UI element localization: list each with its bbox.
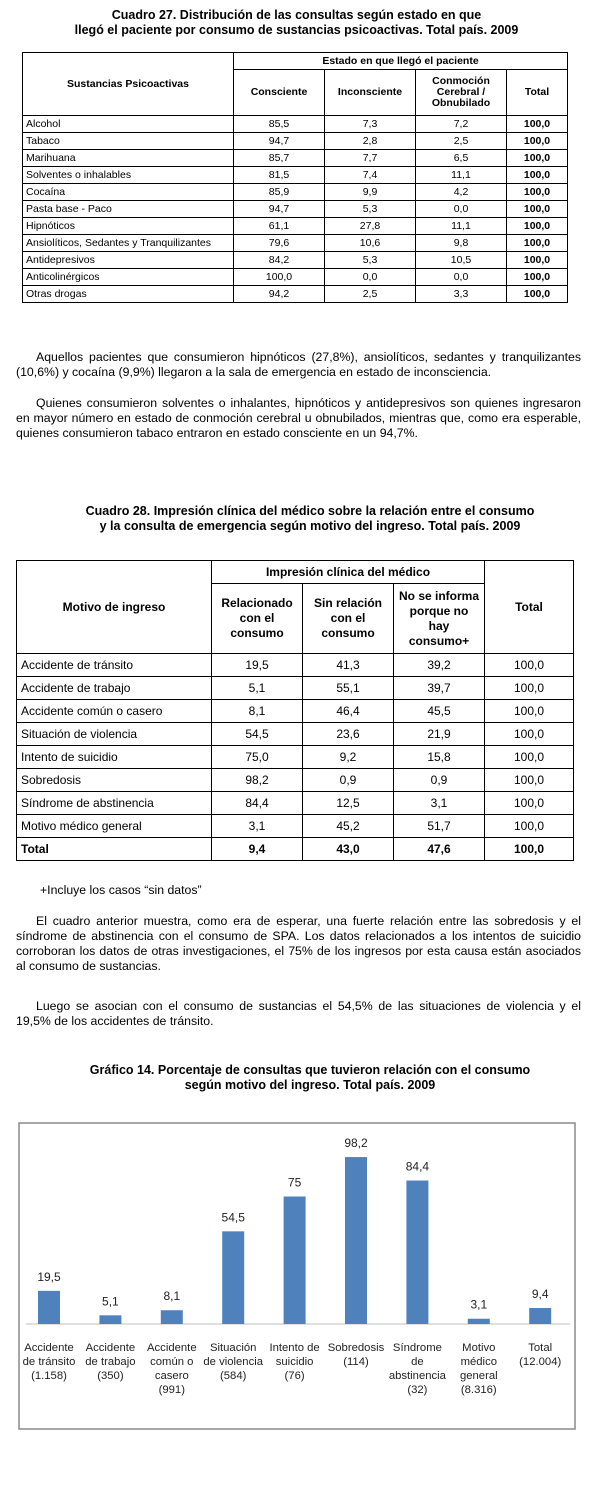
category-label: Sobredosis [327,1342,385,1354]
table-row [23,252,568,269]
row-label: Total [17,838,212,861]
cuadro27-title: Cuadro 27. Distribución de las consultas según estado en que llegó el paciente por consumo de sustancias psicoactivas. Total país. 2009 [74,8,519,37]
cell-value: 94,7 [234,133,325,150]
table-row [23,133,568,150]
cell-value: 2,8 [325,133,416,150]
table-row [23,167,568,184]
cell-value: 61,1 [234,218,325,235]
row-label: Cocaína [23,184,234,201]
category-label: abstinencia [388,1370,446,1382]
paragraphs-block-2 [16,914,581,1029]
cell-value: 7,4 [325,167,416,184]
category-label: Accidente [146,1342,197,1354]
cuadro28-col-header: Sin relación con el consumo [303,584,394,654]
cuadro28-group-header: Impresión clínica del médico [212,561,485,584]
table-row [23,235,568,252]
cell-value: 81,5 [234,167,325,184]
category-label: común o [150,1356,194,1368]
cell-value: 9,2 [303,746,394,769]
category-label: casero [154,1370,189,1382]
cell-value: 9,8 [416,235,507,252]
cell-value: 21,9 [394,723,485,746]
bar [468,1319,490,1324]
cuadro27-table [22,52,568,303]
data-label: 98,2 [344,1136,368,1151]
cuadro27-col-header: Consciente [234,70,325,116]
cell-value: 100,0 [507,235,568,252]
bar [345,1157,367,1324]
cell-value: 100,0 [507,184,568,201]
row-label: Intento de suicidio [17,746,212,769]
cell-value: 5,1 [212,677,303,700]
category-label: Accidente [24,1342,74,1354]
cell-value: 0,0 [325,269,416,286]
cuadro27-col-header: Inconsciente [325,70,416,116]
bar [99,1315,121,1324]
cell-value: 4,2 [416,184,507,201]
row-label: Motivo médico general [17,815,212,838]
category-label: Accidente [85,1342,136,1354]
category-label: (114) [343,1356,369,1368]
data-label: 84,4 [405,1159,430,1174]
row-label: Anticolinérgicos [23,269,234,286]
category-label: de trabajo [85,1356,136,1368]
table-row [23,150,568,167]
paragraph: El cuadro anterior muestra, como era de esperar, una fuerte relación entre las sobredosis y el síndrome de abstinencia con el consumo de SPA. Los datos relacionados a los intentos de suicidio corroboran los datos de otras investigaciones, el 75% de los ingresos por esta causa están asociados al consumo de sustancias. [16,914,581,973]
cell-value: 2,5 [416,133,507,150]
cell-value: 47,6 [394,838,485,861]
cell-value: 9,9 [325,184,416,201]
table-row [17,677,574,700]
table-row [23,116,568,133]
category-label: (76) [284,1370,305,1382]
cell-value: 55,1 [303,677,394,700]
table-row [23,184,568,201]
row-label: Sobredosis [17,769,212,792]
data-label: 3,1 [470,1297,488,1312]
cell-value: 12,5 [303,792,394,815]
category-label: Motivo [462,1342,496,1354]
cuadro27-row-header: Sustancias Psicoactivas [23,53,234,116]
category-label: (1.158) [31,1370,67,1382]
category-label: (350) [97,1370,124,1382]
cell-value: 23,6 [303,723,394,746]
cell-value: 94,2 [234,286,325,303]
cell-value: 51,7 [394,815,485,838]
cell-value: 100,0 [507,150,568,167]
table-row [17,792,574,815]
cell-value: 3,1 [212,815,303,838]
bar [284,1197,306,1325]
cell-value: 7,7 [325,150,416,167]
bar [38,1291,60,1324]
cell-value: 6,5 [416,150,507,167]
cell-value: 100,0 [485,723,574,746]
cell-value: 100,0 [485,815,574,838]
cell-value: 100,0 [485,700,574,723]
cell-value: 0,9 [394,769,485,792]
table-row [17,654,574,677]
row-label: Antidepresivos [23,252,234,269]
category-label: general [459,1370,498,1382]
cell-value: 54,5 [212,723,303,746]
cuadro28-row-header: Motivo de ingreso [17,561,212,654]
cell-value: 79,6 [234,235,325,252]
cell-value: 10,6 [325,235,416,252]
cell-value: 15,8 [394,746,485,769]
cell-value: 8,1 [212,700,303,723]
grafico14-title: Gráfico 14. Porcentaje de consultas que tuvieron relación con el consumo según motivo del ingreso. Total país. 2009 [89,1063,531,1092]
cell-value: 41,3 [303,654,394,677]
cell-value: 45,2 [303,815,394,838]
bar [406,1181,428,1324]
paragraph: Quienes consumieron solventes o inhalantes, hipnóticos y antidepresivos son quienes ingresaron en mayor número en estado de conmoción cerebral u obnubilados, mientras que, como era esperable, quienes consumieron tabaco entraron en estado consciente en un 94,7%. [16,396,581,440]
row-label: Pasta base - Paco [23,201,234,218]
category-label: (8.316) [460,1384,497,1396]
data-label: 54,5 [221,1210,245,1225]
cell-value: 100,0 [507,252,568,269]
row-label: Tabaco [23,133,234,150]
category-label: (32) [407,1384,428,1396]
row-label: Alcohol [23,116,234,133]
cell-value: 100,0 [507,167,568,184]
cell-value: 27,8 [325,218,416,235]
cell-value: 2,5 [325,286,416,303]
category-label: suicidio [275,1356,314,1368]
table-row [23,201,568,218]
cell-value: 19,5 [212,654,303,677]
cuadro28-table [16,560,574,861]
cell-value: 39,2 [394,654,485,677]
category-label: Síndrome [392,1342,442,1354]
cell-value: 43,0 [303,838,394,861]
grafico14-chart [18,1122,578,1432]
table-row [17,746,574,769]
bar [161,1310,183,1324]
table-row [23,218,568,235]
cell-value: 98,2 [212,769,303,792]
table-row [17,723,574,746]
cell-value: 100,0 [485,746,574,769]
cell-value: 3,3 [416,286,507,303]
cell-value: 100,0 [485,677,574,700]
cell-value: 100,0 [507,133,568,150]
cell-value: 100,0 [485,838,574,861]
cell-value: 100,0 [485,769,574,792]
data-label: 8,1 [163,1289,181,1304]
category-label: de violencia [203,1356,264,1368]
row-label: Marihuana [23,150,234,167]
cuadro28-col-header: Total [485,561,574,654]
category-label: Situación [209,1342,257,1354]
cuadro27-col-header: Total [507,70,568,116]
category-label: (991) [158,1384,185,1396]
cell-value: 84,2 [234,252,325,269]
cell-value: 46,4 [303,700,394,723]
row-label: Accidente de tránsito [17,654,212,677]
cell-value: 11,1 [416,218,507,235]
table-row [17,700,574,723]
cell-value: 100,0 [507,218,568,235]
table-row [17,838,574,861]
cell-value: 39,7 [394,677,485,700]
footnote: +Incluye los casos “sin datos” [40,883,202,897]
cuadro27-group-header: Estado en que llegó el paciente [234,53,568,70]
table-row [17,815,574,838]
data-label: 9,4 [531,1287,549,1302]
cell-value: 5,3 [325,201,416,218]
row-label: Otras drogas [23,286,234,303]
bar [222,1231,244,1324]
cell-value: 85,7 [234,150,325,167]
row-label: Hipnóticos [23,218,234,235]
data-label: 19,5 [37,1269,61,1284]
cell-value: 94,7 [234,201,325,218]
paragraphs-block-1 [16,350,581,441]
cell-value: 3,1 [394,792,485,815]
category-label: Total [528,1342,553,1354]
category-label: (12.004) [519,1356,562,1368]
table-row [23,286,568,303]
cell-value: 10,5 [416,252,507,269]
bar [529,1308,551,1324]
row-label: Accidente de trabajo [17,677,212,700]
data-label: 75 [287,1175,302,1190]
cell-value: 84,4 [212,792,303,815]
table-row [23,269,568,286]
row-label: Síndrome de abstinencia [17,792,212,815]
cell-value: 100,0 [507,269,568,286]
category-label: Intento de [269,1342,320,1354]
cell-value: 100,0 [485,654,574,677]
row-label: Accidente común o casero [17,700,212,723]
cell-value: 0,0 [416,269,507,286]
category-label: médico [460,1356,498,1368]
cell-value: 100,0 [507,116,568,133]
cuadro28-col-header: Relacionado con el consumo [212,584,303,654]
table-row [17,769,574,792]
cell-value: 45,5 [394,700,485,723]
cell-value: 0,9 [303,769,394,792]
cell-value: 75,0 [212,746,303,769]
category-label: (584) [220,1370,247,1382]
cell-value: 85,9 [234,184,325,201]
cell-value: 11,1 [416,167,507,184]
paragraph: Aquellos pacientes que consumieron hipnóticos (27,8%), ansiolíticos, sedantes y tranquilizantes (10,6%) y cocaína (9,9%) llegaron a la sala de emergencia en estado de inconsciencia. [16,350,581,379]
row-label: Solventes o inhalables [23,167,234,184]
cell-value: 7,2 [416,116,507,133]
cell-value: 0,0 [416,201,507,218]
cell-value: 100,0 [507,286,568,303]
cell-value: 5,3 [325,252,416,269]
row-label: Ansiolíticos, Sedantes y Tranquilizantes [23,235,234,252]
category-label: de tránsito [22,1356,76,1368]
category-label: de [411,1356,424,1368]
row-label: Situación de violencia [17,723,212,746]
cuadro28-col-header: No se informa porque no hay consumo+ [394,584,485,654]
cell-value: 100,0 [485,792,574,815]
cuadro28-title: Cuadro 28. Impresión clínica del médico sobre la relación entre el consumo y la consulta de emergencia según motivo del ingreso. Total país. 2009 [85,504,535,533]
cell-value: 100,0 [507,201,568,218]
cell-value: 85,5 [234,116,325,133]
cell-value: 100,0 [234,269,325,286]
cell-value: 9,4 [212,838,303,861]
cell-value: 7,3 [325,116,416,133]
paragraph: Luego se asocian con el consumo de sustancias el 54,5% de las situaciones de violencia y el 19,5% de los accidentes de tránsito. [16,999,581,1028]
cuadro27-col-header: Conmoción Cerebral / Obnubilado [416,70,507,116]
data-label: 5,1 [102,1294,119,1309]
